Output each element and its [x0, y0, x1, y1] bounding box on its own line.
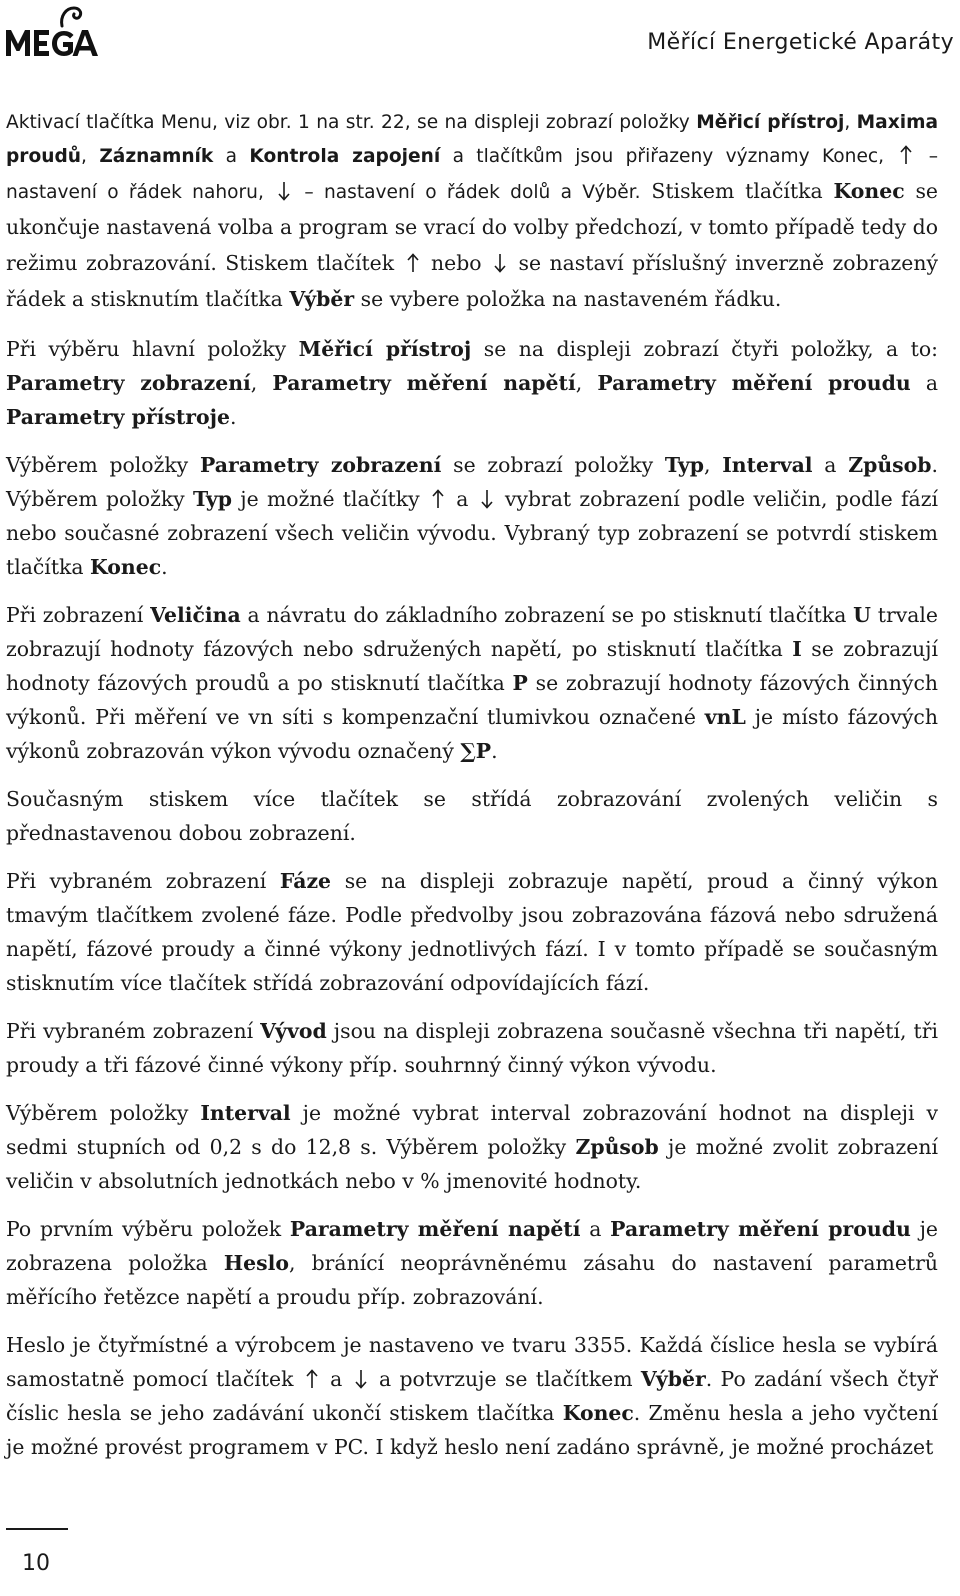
up-arrow-icon — [406, 253, 420, 273]
text-run: vybrat zobrazení podle veličin, podle fází nebo současné zobrazení všech veličin vývodu. Vybraný typ zobrazení se potvrdí stiskem tlačítka — [6, 487, 938, 579]
text-run: , — [703, 453, 723, 477]
text-run: , — [250, 371, 273, 395]
text-run: Při výběru hlavní položky — [6, 337, 299, 361]
text-run: se vybere položka na nastaveném řádku. — [354, 287, 782, 311]
bold-run: Interval — [722, 453, 813, 477]
text-run: Při vybraném zobrazení — [6, 1019, 261, 1043]
paragraph-quantity — [6, 598, 938, 768]
text-run: Aktivací tlačítka Menu, viz obr. 1 na str. 22, se na displeji zobrazí položky — [6, 112, 697, 133]
text-run: , — [844, 112, 857, 133]
text-run: Po prvním výběru položek — [6, 1217, 290, 1241]
text-run: a — [910, 371, 938, 395]
text-run: Při vybraném zobrazení — [6, 869, 280, 893]
text-run: se na displeji zobrazuje napětí, proud a činný výkon tmavým tlačítkem zvolené fáze. Podle předvolby jsou zobrazována fázová nebo sdružená napětí, fázové proudy a činné výkony jednotlivých fází. I v tomto případě se současným stisknutím více tlačítek střídá zobrazování odpovídajících fází. — [6, 869, 938, 995]
bold-run: Typ — [192, 487, 233, 511]
bold-run: Vývod — [260, 1019, 327, 1043]
text-run: je místo fázových výkonů zobrazován výkon vývodu označený — [6, 705, 938, 763]
text-run: se nastaví příslušný inverzně zobrazený řádek a stisknutím tlačítka — [6, 251, 938, 311]
text-run: Výběrem položky — [6, 453, 200, 477]
mega-logo — [4, 4, 104, 68]
bold-run: Fáze — [279, 869, 332, 893]
down-arrow-icon — [277, 181, 291, 201]
bold-run: Konec — [562, 1401, 634, 1425]
document-title: Měřící Energetické Aparáty — [647, 30, 954, 55]
down-arrow-icon — [493, 253, 507, 273]
bold-run: Konec — [90, 555, 162, 579]
text-run: a — [812, 453, 849, 477]
text-run: a — [580, 1217, 611, 1241]
text-run: , — [81, 146, 100, 167]
text-run: se ukončuje nastavená volba a program se vrací do volby předchozí, v tomto případě tedy do režimu zobrazování. Stiskem tlačítek — [6, 179, 938, 275]
text-run: a — [213, 146, 250, 167]
bold-run: Způsob — [848, 453, 932, 477]
bold-run: I — [792, 637, 802, 661]
bold-run: Parametry měření napětí — [289, 1217, 581, 1241]
paragraph-display-params — [6, 448, 938, 584]
bold-run: Parametry přístroje — [6, 405, 230, 429]
paragraph-interval — [6, 1096, 938, 1198]
text-run: je možné tlačítky — [232, 487, 428, 511]
bold-run: Veličina — [150, 603, 241, 627]
text-run: Při zobrazení — [6, 603, 151, 627]
bold-run: Parametry měření proudu — [597, 371, 911, 395]
up-arrow-icon — [431, 489, 445, 509]
bold-run: Měřicí přístroj — [696, 112, 845, 133]
bold-run: Výběr — [640, 1367, 706, 1391]
text-run: se zobrazují hodnoty fázových proudů a po stisknutí tlačítka — [6, 637, 938, 695]
down-arrow-icon — [480, 489, 494, 509]
page-number: 10 — [22, 1551, 50, 1576]
text-run: a návratu do základního zobrazení se po stisknutí tlačítka — [240, 603, 854, 627]
text-run: . — [229, 405, 237, 429]
down-arrow-icon — [354, 1369, 368, 1389]
paragraph-multi-press: Současným stiskem více tlačítek se střídá zobrazování zvolených veličin s přednastavenou dobou zobrazení. — [6, 787, 938, 845]
text-run: trvale zobrazují hodnoty fázových nebo sdružených napětí, po stisknutí tlačítka — [6, 603, 938, 661]
paragraph-password-intro — [6, 1212, 938, 1314]
paragraph-phase — [6, 864, 938, 1000]
bold-run: Interval — [200, 1101, 291, 1125]
text-run: se zobrazují hodnoty fázových činných výkonů. Při měření ve vn síti s kompenzační tlumivkou označené — [6, 671, 938, 729]
bold-run: Parametry měření napětí — [272, 371, 576, 395]
bold-run: Typ — [664, 453, 704, 477]
text-run: – nastavení o řádek dolů a Výběr. — [294, 182, 641, 203]
text-run: Výběrem položky — [6, 1101, 201, 1125]
bold-run: U — [853, 603, 871, 627]
bold-run: Parametry měření proudu — [610, 1217, 911, 1241]
text-run: jsou na displeji zobrazena současně všechna tři napětí, tři proudy a tři fázové činné výkony příp. souhrnný činný výkon vývodu. — [6, 1019, 938, 1077]
text-run: , bránící neoprávněnému zásahu do nastavení parametrů měřícího řetězce napětí a proudu příp. zobrazování. — [6, 1251, 939, 1309]
bold-run: Heslo — [223, 1251, 289, 1275]
paragraph-feeder — [6, 1014, 938, 1082]
bold-run: Způsob — [575, 1135, 659, 1159]
text-run: je zobrazena položka — [6, 1217, 938, 1275]
text-run: . — [161, 555, 168, 579]
paragraph-menu — [6, 106, 938, 318]
up-arrow-icon — [899, 145, 913, 165]
bold-run: Měřicí přístroj — [298, 337, 472, 361]
up-arrow-icon — [305, 1369, 319, 1389]
text-run: . Změnu hesla a jeho vyčtení je možné provést programem v PC. I když heslo není zadáno správně, je možné procházet — [6, 1401, 939, 1459]
text-run: nebo — [422, 251, 491, 275]
bold-run: P — [512, 671, 528, 695]
text-run: a potvrzuje se tlačítkem — [370, 1367, 641, 1391]
text-run: . Po zadání všech čtyř číslic hesla se jeho zadávání ukončí stiskem tlačítka — [6, 1367, 939, 1425]
bold-run: Maxima proudů — [6, 112, 938, 167]
text-run: je možné zvolit zobrazení veličin v absolutních jednotkách nebo v % jmenovité hodnoty. — [6, 1135, 938, 1193]
text-run: . — [491, 739, 498, 763]
text-run: a — [447, 487, 477, 511]
document-body — [6, 106, 938, 1478]
text-run: Stiskem tlačítka — [640, 179, 834, 203]
bold-run: Konec — [833, 179, 905, 203]
bold-run: Kontrola zapojení — [249, 146, 441, 167]
bold-run: Záznamník — [99, 146, 214, 167]
text-run: a tlačítkům jsou přiřazeny významy Konec, — [440, 146, 897, 167]
text-run: – nastavení o řádek nahoru, — [6, 146, 939, 203]
text-run: . Výběrem položky — [6, 453, 939, 511]
footer-rule — [6, 1528, 68, 1530]
text-run: Heslo je čtyřmístné a výrobcem je nastaveno ve tvaru 3355. Každá číslice hesla se vybírá samostatně pomocí tlačítek — [6, 1333, 938, 1391]
bold-run: vnL — [704, 705, 746, 729]
text-run: a — [321, 1367, 351, 1391]
paragraph-meas-instrument — [6, 332, 938, 434]
text-run: je možné vybrat interval zobrazování hodnot na displeji v sedmi stupních od 0,2 s do 12,8 s. Výběrem položky — [6, 1101, 938, 1159]
text-run: , — [575, 371, 598, 395]
paragraph-password — [6, 1328, 938, 1464]
bold-run: Výběr — [289, 287, 355, 311]
text-run: se na displeji zobrazí čtyři položky, a to: — [471, 337, 938, 361]
page-header — [0, 0, 960, 80]
text-run: se zobrazí položky — [441, 453, 665, 477]
bold-run: Parametry zobrazení — [199, 453, 442, 477]
bold-run: Parametry zobrazení — [6, 371, 251, 395]
bold-run: ∑P — [460, 739, 492, 763]
